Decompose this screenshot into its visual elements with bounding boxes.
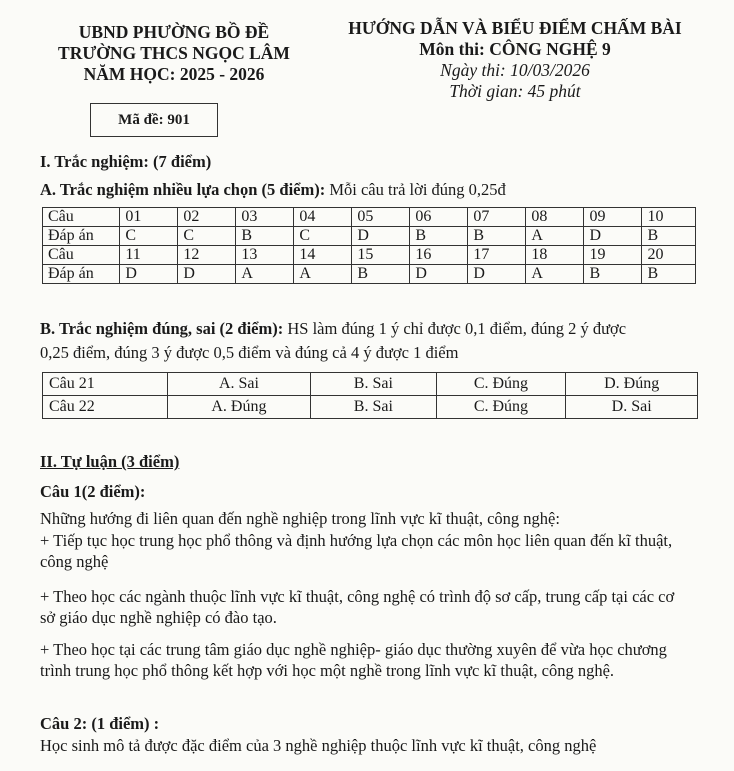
school-header bbox=[44, 22, 304, 85]
mc-answer: D bbox=[584, 227, 642, 246]
mc-answer: A bbox=[526, 227, 584, 246]
mc-row-header: Đáp án bbox=[43, 227, 120, 246]
tf-answer: D. Sai bbox=[566, 396, 698, 419]
exam-date: Ngày thi: 10/03/2026 bbox=[440, 60, 590, 80]
multiple-choice-answer-table bbox=[42, 207, 696, 284]
question1-title: Câu 1(2 điểm): bbox=[40, 482, 146, 501]
mc-question-number: 03 bbox=[236, 208, 294, 227]
partB-title: B. Trắc nghiệm đúng, sai (2 điểm): bbox=[40, 319, 284, 338]
mc-question-number: 18 bbox=[526, 246, 584, 265]
mc-question-number: 04 bbox=[294, 208, 352, 227]
mc-answer: A bbox=[526, 265, 584, 284]
question2-title: Câu 2: (1 điểm) : bbox=[40, 714, 160, 733]
mc-question-number: 05 bbox=[352, 208, 410, 227]
mc-question-number: 09 bbox=[584, 208, 642, 227]
mc-question-number: 19 bbox=[584, 246, 642, 265]
mc-answer: C bbox=[120, 227, 178, 246]
mc-question-number: 02 bbox=[178, 208, 236, 227]
partB-heading bbox=[40, 319, 626, 339]
mc-table-row bbox=[43, 265, 696, 284]
mc-answer: B bbox=[468, 227, 526, 246]
mc-question-number: 07 bbox=[468, 208, 526, 227]
mc-question-number: 06 bbox=[410, 208, 468, 227]
mc-answer: B bbox=[642, 265, 696, 284]
exam-code-box: Mã đề: 901 bbox=[90, 103, 218, 137]
mc-answer: B bbox=[584, 265, 642, 284]
mc-question-number: 16 bbox=[410, 246, 468, 265]
exam-header bbox=[320, 18, 710, 102]
mc-question-number: 10 bbox=[642, 208, 696, 227]
mc-answer: D bbox=[352, 227, 410, 246]
true-false-answer-table bbox=[42, 372, 698, 419]
tf-question-label: Câu 21 bbox=[43, 373, 168, 396]
mc-table-row bbox=[43, 227, 696, 246]
question1-intro: Những hướng đi liên quan đến nghề nghiệp trong lĩnh vực kĩ thuật, công nghệ: bbox=[40, 509, 560, 528]
document-title: HƯỚNG DẪN VÀ BIỂU ĐIỂM CHẤM BÀI bbox=[348, 18, 682, 38]
mc-answer: C bbox=[178, 227, 236, 246]
mc-question-number: 17 bbox=[468, 246, 526, 265]
subject-line: Môn thi: CÔNG NGHỆ 9 bbox=[419, 39, 611, 59]
mc-row-header: Câu bbox=[43, 246, 120, 265]
tf-question-label: Câu 22 bbox=[43, 396, 168, 419]
partB-note-line2: 0,25 điểm, đúng 3 ý được 0,5 điểm và đúng cả 4 ý được 1 điểm bbox=[40, 343, 459, 362]
partB-note-line1: HS làm đúng 1 ý chỉ được 0,1 điểm, đúng 2 ý được bbox=[283, 319, 627, 338]
mc-answer: B bbox=[642, 227, 696, 246]
mc-row-header: Câu bbox=[43, 208, 120, 227]
district-name: UBND PHƯỜNG BỒ ĐỀ bbox=[78, 22, 270, 42]
section1-title: I. Trắc nghiệm: (7 điểm) bbox=[40, 152, 212, 171]
mc-question-number: 12 bbox=[178, 246, 236, 265]
tf-answer: B. Sai bbox=[311, 396, 436, 419]
tf-answer: A. Sai bbox=[167, 373, 310, 396]
tf-answer: D. Đúng bbox=[566, 373, 698, 396]
mc-answer: D bbox=[120, 265, 178, 284]
mc-answer: B bbox=[352, 265, 410, 284]
mc-question-number: 01 bbox=[120, 208, 178, 227]
mc-answer: C bbox=[294, 227, 352, 246]
mc-question-number: 13 bbox=[236, 246, 294, 265]
mc-question-number: 11 bbox=[120, 246, 178, 265]
school-year: NĂM HỌC: 2025 - 2026 bbox=[83, 64, 265, 84]
mc-answer: D bbox=[178, 265, 236, 284]
mc-table-row bbox=[43, 246, 696, 265]
tf-table-row bbox=[43, 396, 698, 419]
mc-answer: D bbox=[410, 265, 468, 284]
tf-answer: B. Sai bbox=[311, 373, 436, 396]
tf-answer: C. Đúng bbox=[436, 373, 566, 396]
partA-title: A. Trắc nghiệm nhiều lựa chọn (5 điểm): bbox=[40, 180, 326, 199]
exam-duration: Thời gian: 45 phút bbox=[449, 81, 581, 101]
mc-question-number: 20 bbox=[642, 246, 696, 265]
tf-table-row bbox=[43, 373, 698, 396]
question2-text: Học sinh mô tả được đặc điểm của 3 nghề nghiệp thuộc lĩnh vực kĩ thuật, công nghệ bbox=[40, 736, 597, 755]
mc-question-number: 14 bbox=[294, 246, 352, 265]
question1-point-2: + Theo học các ngành thuộc lĩnh vực kĩ thuật, công nghệ có trình độ sơ cấp, trung cấp tại các cơ sở giáo dục nghề nghiệp có đào tạo. bbox=[40, 587, 675, 627]
mc-answer: B bbox=[236, 227, 294, 246]
mc-answer: A bbox=[236, 265, 294, 284]
tf-answer: A. Đúng bbox=[167, 396, 310, 419]
section2-title: II. Tự luận (3 điểm) bbox=[40, 452, 180, 471]
mc-question-number: 15 bbox=[352, 246, 410, 265]
mc-table-row bbox=[43, 208, 696, 227]
mc-row-header: Đáp án bbox=[43, 265, 120, 284]
mc-answer: D bbox=[468, 265, 526, 284]
question1-point-1: + Tiếp tục học trung học phổ thông và định hướng lựa chọn các môn học liên quan đến kĩ thuật, công nghệ bbox=[40, 531, 673, 571]
partA-note: Mỗi câu trả lời đúng 0,25đ bbox=[325, 180, 506, 199]
mc-question-number: 08 bbox=[526, 208, 584, 227]
question1-point-3: + Theo học tại các trung tâm giáo dục nghề nghiệp- giáo dục thường xuyên để vừa học chương trình trung học phổ thông kết hợp với học một nghề trong lĩnh vực kĩ thuật, công nghệ. bbox=[40, 640, 667, 680]
tf-answer: C. Đúng bbox=[436, 396, 566, 419]
partA-heading bbox=[40, 180, 506, 200]
mc-answer: B bbox=[410, 227, 468, 246]
school-name: TRƯỜNG THCS NGỌC LÂM bbox=[58, 43, 290, 63]
mc-answer: A bbox=[294, 265, 352, 284]
